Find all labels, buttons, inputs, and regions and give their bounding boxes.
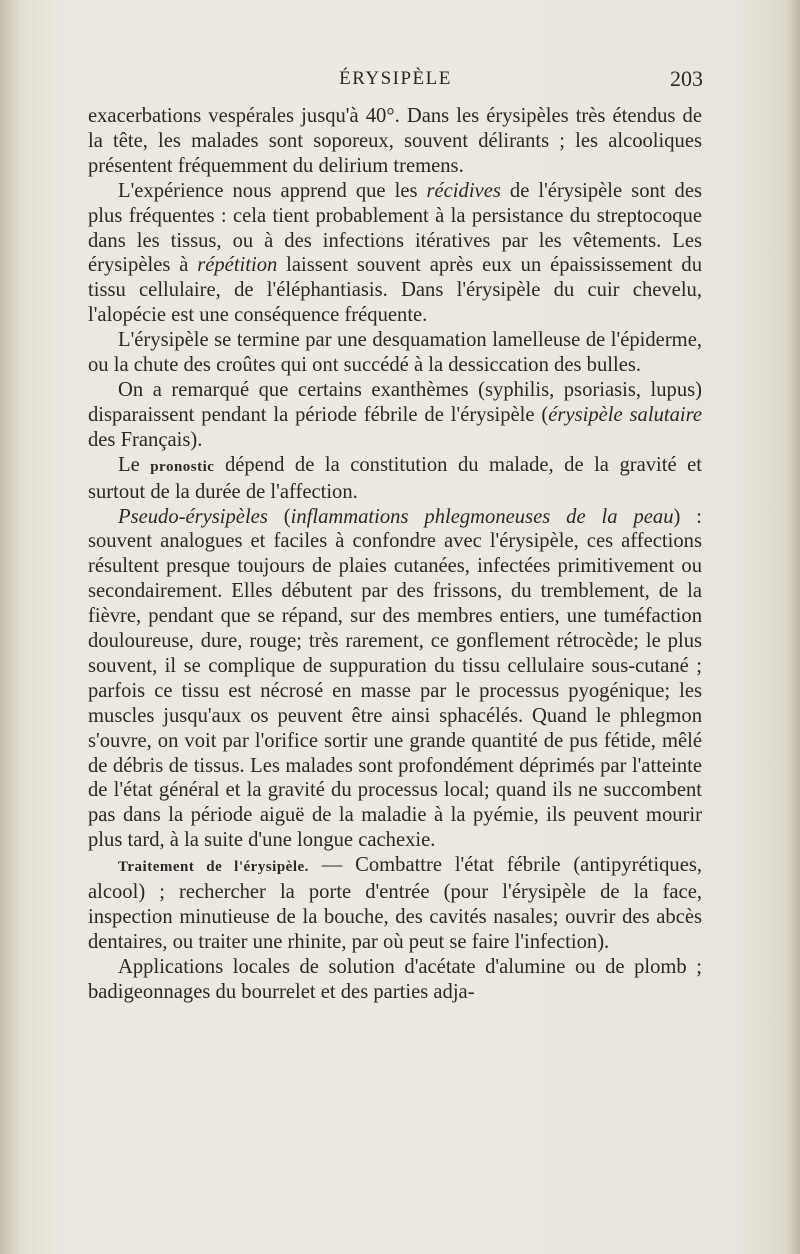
emphasis-repetition: répétition [197, 254, 278, 277]
paragraph-2 [88, 179, 702, 328]
paragraph-4-text-a: On a remarqué que certains exanthèmes (syphilis, psoriasis, lupus) disparaissent pendant la période fébrile de l'érysipèle ( [88, 378, 702, 426]
paragraph-1-text: exacerbations vespérales jusqu'à 40°. Dans les érysipèles très étendus de la tête, les malades sont soporeux, souvent délirants ; les alcooliques présentent fréquemment du delirium tremens. [88, 105, 702, 177]
paragraph-5-text-a: Le [118, 453, 151, 476]
emphasis-pseudo-erysipeles: Pseudo-érysipèles [118, 505, 268, 528]
paragraph-1 [88, 104, 702, 179]
running-title: ÉRYSIPÈLE [339, 68, 452, 89]
paragraph-4 [88, 378, 702, 453]
paragraph-6-text: ) : souvent analogues et faciles à confondre avec l'érysipèle, ces affections résultent presque toujours de plaies cutanées, infectées primitivement ou secondairement. Elles débutent par des frissons, du tremblement, de la fièvre, pendant que se répand, sur des membres entiers, une tuméfaction douloureuse, dure, rouge; très rarement, ce gonflement rétrocède; le plus souvent, il se complique de suppuration du tissu cellulaire sous-cutané ; parfois ce tissu est nécrosé en masse par le processus pyogénique; les muscles jusqu'aux os peuvent être ainsi sphacélés. Quand le phlegmon s'ouvre, on voit par l'orifice sortir une grande quantité de pus fétide, mêlé de débris de tissus. Les malades sont profondément déprimés par l'atteinte de l'état général et la gravité du processus local; quand ils ne succombent pas dans la période aiguë de la maladie à la pyémie, ils peuvent mourir plus tard, à la suite d'une longue cachexie. [88, 505, 703, 852]
paragraph-8-text: Applications locales de solution d'acétate d'alumine ou de plomb ; badigeonnages du bourrelet et des parties adja- [88, 955, 702, 1003]
paragraph-2-text-c: laissent souvent après eux un épaississement du tissu cellulaire, de l'éléphantiasis. Dans l'érysipèle du cuir chevelu, l'alopécie est une conséquence fréquente. [88, 254, 702, 327]
emphasis-erysipele-salutaire: érysipèle salutaire [548, 403, 702, 426]
paragraph-7-text: — Combattre l'état fébrile (antipyrétiques, alcool) ; rechercher la porte d'entrée (pour l'érysipèle de la face, inspection minutieuse de la bouche, des cavités nasales; ouvrir des abcès dentaires, ou traiter une rhinite, par où peut se faire l'infection). [88, 854, 702, 953]
paragraph-4-text-b: des Français). [88, 428, 203, 451]
paragraph-3-text: L'érysipèle se termine par une desquamation lamelleuse de l'épiderme, ou la chute des croûtes qui ont succédé à la dessiccation des bulles. [88, 329, 702, 377]
paragraph-6-paren: ( [267, 505, 291, 528]
paragraph-6 [88, 505, 702, 854]
page-header [88, 66, 703, 96]
emphasis-inflammations: inflammations phlegmoneuses de la peau [290, 505, 674, 528]
heading-traitement: Traitement de l'érysipèle. [118, 859, 309, 876]
page-edge-shadow-left [0, 0, 20, 1254]
heading-pronostic: pronostic [150, 458, 215, 475]
paragraph-8 [88, 955, 702, 1005]
paragraph-5-text-b: dépend de la constitution du malade, de la gravité et surtout de la durée de l'affection. [88, 453, 702, 503]
emphasis-recidives: récidives [426, 179, 501, 202]
paragraph-2-text-a: L'expérience nous apprend que les [118, 179, 427, 202]
body-text [88, 104, 702, 1005]
paragraph-7 [88, 853, 702, 955]
page-edge-shadow-right [786, 0, 800, 1254]
paragraph-5 [88, 453, 702, 505]
page-number: 203 [670, 66, 703, 91]
paragraph-2-text-b: de l'érysipèle sont des plus fréquentes : cela tient probablement à la persistance du streptocoque dans les tissus, ou à des infections itératives par les vêtements. Les érysipèles à [88, 179, 703, 277]
paragraph-3 [88, 328, 702, 378]
